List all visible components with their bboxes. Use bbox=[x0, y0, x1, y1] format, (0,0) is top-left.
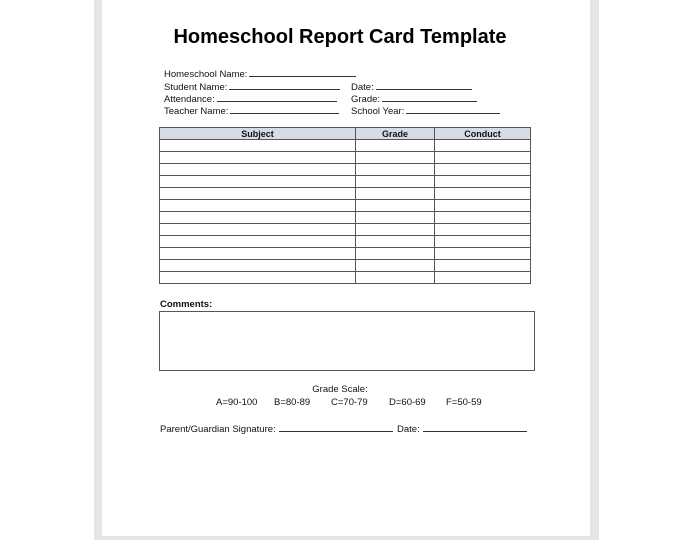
parent-signature-field bbox=[160, 422, 393, 435]
grade-scale-b: B=80-89 bbox=[274, 397, 311, 408]
signature-date-label: Date: bbox=[397, 424, 420, 435]
grade-cell[interactable] bbox=[356, 260, 435, 272]
table-row bbox=[160, 188, 531, 200]
grades-table bbox=[159, 127, 531, 284]
signature-date-field bbox=[397, 422, 527, 435]
teacher-name-line bbox=[230, 104, 339, 114]
subject-cell[interactable] bbox=[160, 140, 356, 152]
table-row bbox=[160, 212, 531, 224]
table-row bbox=[160, 176, 531, 188]
table-row bbox=[160, 248, 531, 260]
grade-scale-d: D=60-69 bbox=[389, 397, 426, 408]
table-row bbox=[160, 236, 531, 248]
grade-cell[interactable] bbox=[356, 164, 435, 176]
homeschool-name-label: Homeschool Name: bbox=[164, 69, 248, 80]
student-name-label: Student Name: bbox=[164, 82, 228, 93]
grade-cell[interactable] bbox=[356, 200, 435, 212]
homeschool-name-field bbox=[164, 67, 356, 80]
table-row bbox=[160, 152, 531, 164]
signature-date-line bbox=[423, 422, 527, 432]
date-line bbox=[376, 80, 472, 90]
conduct-cell[interactable] bbox=[435, 236, 531, 248]
date-label: Date: bbox=[351, 82, 374, 93]
grade-label: Grade: bbox=[351, 94, 381, 105]
teacher-name-label: Teacher Name: bbox=[164, 106, 229, 117]
conduct-cell[interactable] bbox=[435, 152, 531, 164]
teacher-name-field bbox=[164, 104, 339, 117]
subject-cell[interactable] bbox=[160, 188, 356, 200]
comments-box[interactable] bbox=[159, 311, 535, 371]
attendance-label: Attendance: bbox=[164, 94, 215, 105]
parent-signature-line bbox=[279, 422, 393, 432]
school-year-field bbox=[351, 104, 500, 117]
conduct-cell[interactable] bbox=[435, 164, 531, 176]
subject-cell[interactable] bbox=[160, 272, 356, 284]
attendance-line bbox=[217, 92, 337, 102]
subject-cell[interactable] bbox=[160, 176, 356, 188]
subject-cell[interactable] bbox=[160, 236, 356, 248]
grade-cell[interactable] bbox=[356, 140, 435, 152]
grades-table-header-row bbox=[160, 128, 531, 140]
conduct-header: Conduct bbox=[435, 128, 531, 140]
conduct-cell[interactable] bbox=[435, 140, 531, 152]
subject-header: Subject bbox=[160, 128, 356, 140]
table-row bbox=[160, 164, 531, 176]
subject-cell[interactable] bbox=[160, 164, 356, 176]
table-row bbox=[160, 224, 531, 236]
grade-cell[interactable] bbox=[356, 224, 435, 236]
parent-signature-label: Parent/Guardian Signature: bbox=[160, 424, 276, 435]
subject-cell[interactable] bbox=[160, 248, 356, 260]
table-row bbox=[160, 260, 531, 272]
student-name-line bbox=[229, 80, 340, 90]
subject-cell[interactable] bbox=[160, 200, 356, 212]
subject-cell[interactable] bbox=[160, 260, 356, 272]
grade-line bbox=[382, 92, 477, 102]
table-row bbox=[160, 200, 531, 212]
subject-cell[interactable] bbox=[160, 152, 356, 164]
grade-scale-title: Grade Scale: bbox=[312, 384, 368, 395]
grade-cell[interactable] bbox=[356, 176, 435, 188]
conduct-cell[interactable] bbox=[435, 176, 531, 188]
subject-cell[interactable] bbox=[160, 212, 356, 224]
table-row bbox=[160, 140, 531, 152]
document-title: Homeschool Report Card Template bbox=[173, 26, 507, 48]
grade-cell[interactable] bbox=[356, 188, 435, 200]
conduct-cell[interactable] bbox=[435, 260, 531, 272]
grades-table-body bbox=[160, 140, 531, 284]
school-year-line bbox=[406, 104, 500, 114]
table-row bbox=[160, 272, 531, 284]
conduct-cell[interactable] bbox=[435, 200, 531, 212]
school-year-label: School Year: bbox=[351, 106, 405, 117]
conduct-cell[interactable] bbox=[435, 224, 531, 236]
grade-scale-a: A=90-100 bbox=[216, 397, 258, 408]
grade-cell[interactable] bbox=[356, 212, 435, 224]
grade-cell[interactable] bbox=[356, 152, 435, 164]
conduct-cell[interactable] bbox=[435, 188, 531, 200]
conduct-cell[interactable] bbox=[435, 272, 531, 284]
grade-cell[interactable] bbox=[356, 236, 435, 248]
subject-cell[interactable] bbox=[160, 224, 356, 236]
homeschool-name-line bbox=[249, 67, 356, 77]
conduct-cell[interactable] bbox=[435, 248, 531, 260]
grade-cell[interactable] bbox=[356, 248, 435, 260]
grade-cell[interactable] bbox=[356, 272, 435, 284]
comments-label: Comments: bbox=[160, 299, 213, 310]
conduct-cell[interactable] bbox=[435, 212, 531, 224]
grade-header: Grade bbox=[356, 128, 435, 140]
grade-scale-f: F=50-59 bbox=[446, 397, 482, 408]
grade-scale-c: C=70-79 bbox=[331, 397, 368, 408]
